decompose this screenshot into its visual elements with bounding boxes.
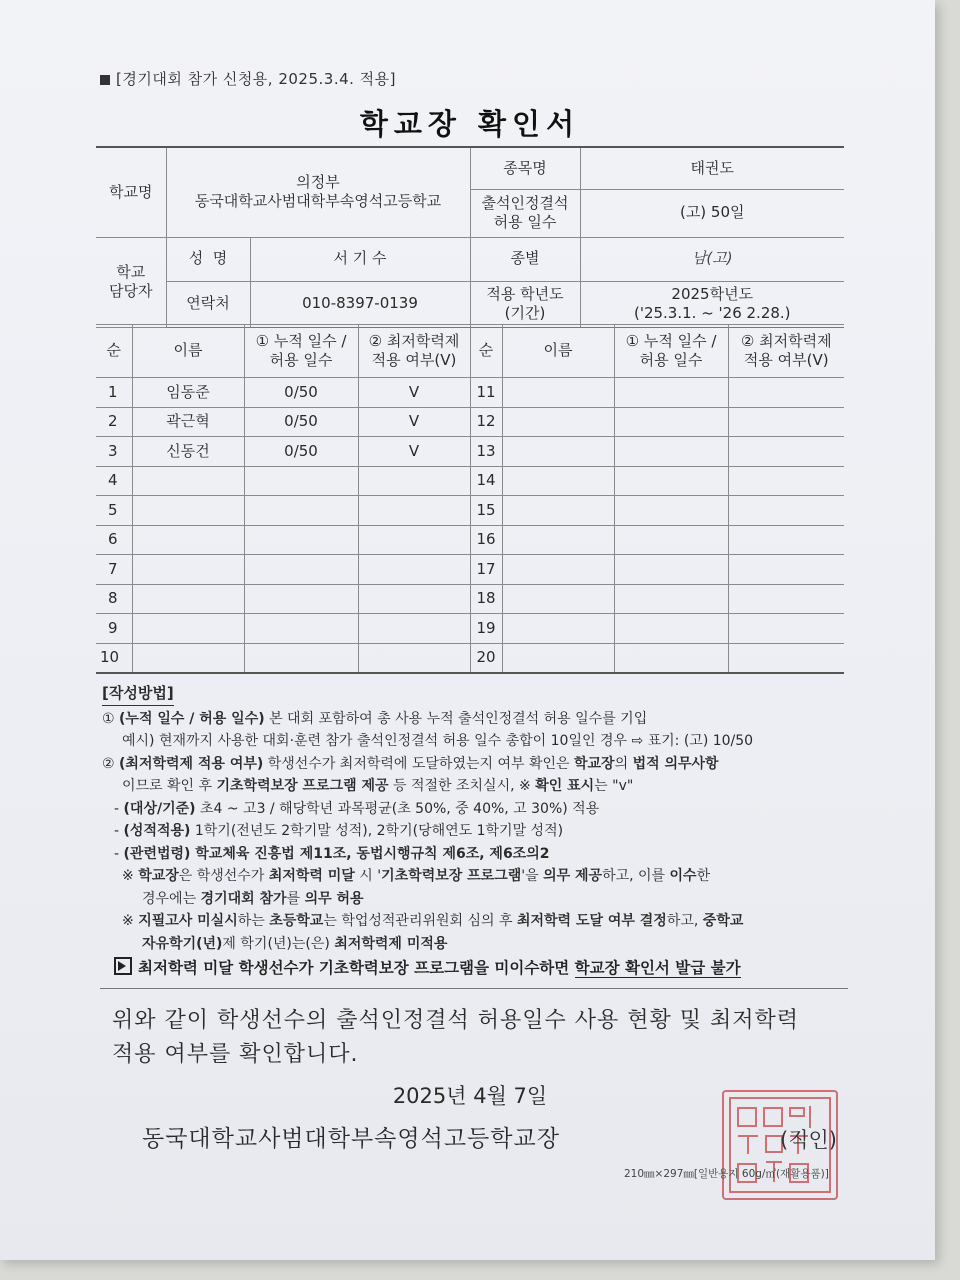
confirmation-text: 위와 같이 학생선수의 출석인정결석 허용일수 사용 현황 및 최저학력 적용 여부를 확인합니다. [112, 1008, 800, 1067]
gender-label: 종별 [470, 237, 580, 281]
table-row: 9 19 [96, 614, 844, 644]
arrow-box-icon [114, 957, 132, 975]
guide-line-6: - (성적적용) 1학기(전년도 2학기말 성적), 2학기(당해연도 1학기말 성적) [114, 823, 564, 839]
divider [100, 988, 848, 989]
guide-line-5: - (대상/기준) 초4 ~ 고3 / 해당학년 과목평균(초 50%, 중 40%, 고 30%) 적용 [114, 800, 600, 817]
table-row: 6 16 [96, 525, 844, 555]
guide-line-9: 경우에는 경기대회 참가를 의무 허용 [142, 890, 364, 907]
info-table [96, 146, 844, 328]
guide-line-2: 예시) 현재까지 사용한 대회·훈련 참가 출석인정결석 허용 일수 총합이 10일인 경우 ⇨ 표기: (고) 10/50 [122, 733, 754, 749]
allow-days-value: (고) 50일 [580, 189, 844, 237]
guide-line-4: 이므로 확인 후 기초학력보장 프로그램 제공 등 적절한 조치실시, ※ 확인 표시는 "v" [122, 778, 634, 794]
table-header: 순 이름 ① 누적 일수 / 허용 일수 ② 최저학력제 적용 여부(V) 순 이름 ① 누적 일수 / 허용 일수 ② 최저학력제 적용 여부(V) [96, 325, 844, 378]
table-row: 8 18 [96, 584, 844, 614]
paper-spec-footnote: 210㎜×297㎜[일반용지 60g/㎡(재활용품)] [624, 1168, 829, 1180]
guide-line-10: ※ 지필고사 미실시하는 초등학교는 학업성적관리위원회 심의 후 최저학력 도달 여부 결정하고, 중학교 [122, 913, 744, 929]
table-row: 3 신동건 0/50 V 13 [96, 437, 844, 467]
square-bullet-icon [100, 75, 110, 85]
sport-value: 태권도 [580, 147, 844, 189]
table-row: 5 15 [96, 496, 844, 526]
header-note: [경기대회 참가 신청용, 2025.3.4. 적용] [100, 68, 396, 89]
table-row: 7 17 [96, 555, 844, 585]
guide-line-1: ① (누적 일수 / 허용 일수) 본 대회 포함하여 총 사용 누적 출석인정결석 허용 일수를 기입 [102, 710, 648, 727]
signer-name: 동국대학교사범대학부속영석고등학교장 [142, 1126, 560, 1152]
table-row: 4 14 [96, 466, 844, 496]
contact-label: 연락처 [166, 281, 250, 327]
writing-guide [102, 682, 847, 955]
year-label: 적용 학년도 (기간) [470, 281, 580, 327]
page-title: 학교장 확인서 [359, 107, 581, 141]
year-value: 2025학년도 ('25.3.1. ~ '26 2.28.) [580, 281, 844, 327]
guide-line-7: - (관련법령) 학교체육 진흥법 제11조, 동법시행규칙 제6조, 제6조의2 [114, 845, 550, 862]
sport-label: 종목명 [470, 147, 580, 189]
guide-label: [작성방법] [102, 682, 174, 706]
athlete-table [96, 324, 844, 674]
name-label: 성 명 [166, 237, 250, 281]
school-label: 학교명 [96, 147, 166, 237]
table-row: 2 곽근혁 0/50 V 12 [96, 407, 844, 437]
guide-line-8: ※ 학교장은 학생선수가 최저학력 미달 시 '기초학력보장 프로그램'을 의무 제공하고, 이를 이수한 [122, 868, 711, 884]
school-name: 의정부 동국대학교사범대학부속영석고등학교 [166, 147, 470, 237]
gender-value: 남(고) [580, 237, 844, 281]
manager-label: 학교 담당자 [96, 237, 166, 327]
guide-line-11: 자유학기(년)제 학기(년)는(은) 최저학력제 미적용 [142, 935, 448, 952]
table-row: 1 임동준 0/50 V 11 [96, 378, 844, 408]
contact-value: 010-8397-0139 [250, 281, 470, 327]
guide-line-3: ② (최저학력제 적용 여부) 학생선수가 최저학력에 도달하였는지 여부 확인은 학교장의 법적 의무사항 [102, 755, 719, 772]
name-value: 서 기 수 [250, 237, 470, 281]
table-row: 10 20 [96, 643, 844, 673]
allow-days-label: 출석인정결석 허용 일수 [470, 189, 580, 237]
issue-date: 2025년 4월 7일 [392, 1084, 548, 1108]
seal-label: (직인) [780, 1128, 837, 1152]
notice: 최저학력 미달 학생선수가 기초학력보장 프로그램을 미이수하면 학교장 확인서 발급 불가 [114, 956, 741, 978]
